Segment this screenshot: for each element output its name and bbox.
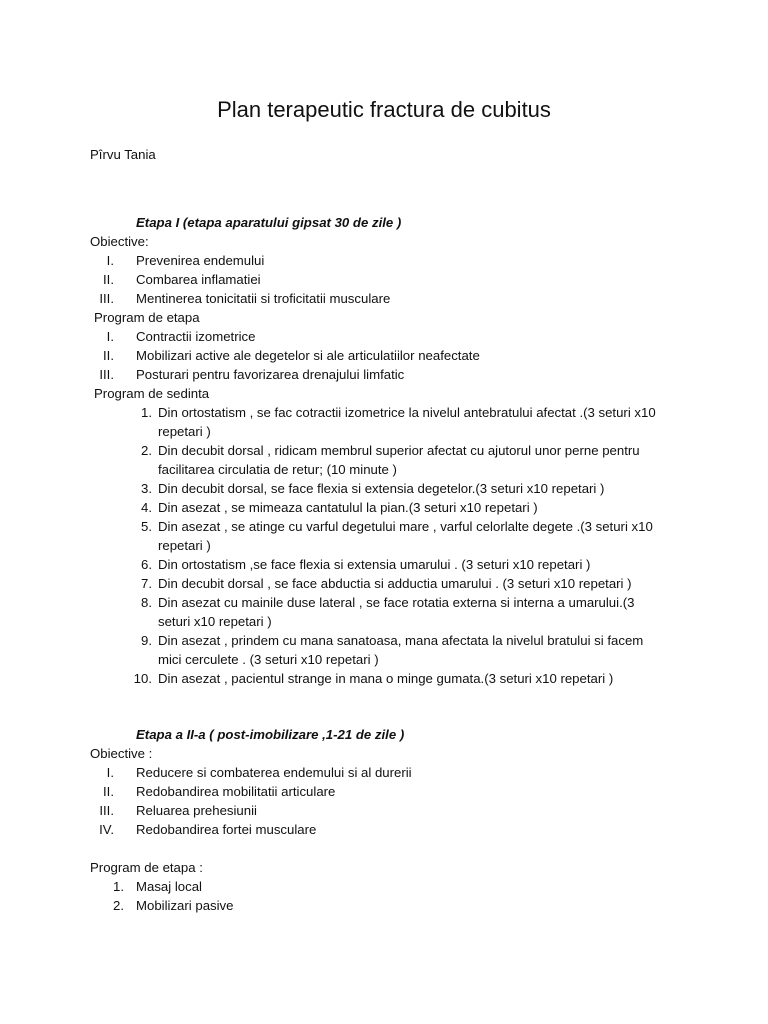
stage1-program-text: Contractii izometrice	[136, 329, 256, 344]
stage2-program-text: Masaj local	[136, 879, 202, 894]
session-step-num: 3.	[141, 481, 152, 496]
stage2-objective-num: I.	[106, 765, 114, 780]
stage2-program-text: Mobilizari pasive	[136, 898, 234, 913]
session-step-text: Din decubit dorsal , se face abductia si adductia umarului . (3 seturi x10 repetari )	[158, 576, 632, 591]
session-step-text: Din asezat cu mainile duse lateral , se face rotatia externa si interna a umarului.(3 seturi x10 repetari )	[158, 595, 635, 629]
stage1-heading: Etapa I (etapa aparatului gipsat 30 de zile )	[136, 215, 402, 230]
stage2-objectives-label: Obiective :	[90, 746, 153, 761]
stage2-objective-num: IV.	[99, 822, 114, 837]
session-step-num: 4.	[141, 500, 152, 515]
session-step-num: 8.	[141, 595, 152, 610]
stage2-heading: Etapa a II-a ( post-imobilizare ,1-21 de zile )	[136, 727, 405, 742]
stage1-program-text: Mobilizari active ale degetelor si ale articulatiilor neafectate	[136, 348, 480, 363]
author-name: Pîrvu Tania	[90, 147, 156, 162]
stage2-program-label: Program de etapa :	[90, 860, 203, 875]
stage2-program-num: 2.	[113, 898, 124, 913]
session-step-text: Din asezat , prindem cu mana sanatoasa, mana afectata la nivelul bratului si facem mici cerculete . (3 seturi x10 repetari )	[158, 633, 644, 667]
stage2-objective-num: II.	[103, 784, 114, 799]
stage2-objective-text: Redobandirea mobilitatii articulare	[136, 784, 336, 799]
session-step-text: Din asezat , se mimeaza cantatulul la pian.(3 seturi x10 repetari )	[158, 500, 538, 515]
session-step-num: 10.	[133, 671, 152, 686]
session-step-num: 1.	[141, 405, 152, 420]
document-title: Plan terapeutic fractura de cubitus	[217, 97, 551, 122]
session-step-text: Din decubit dorsal, se face flexia si extensia degetelor.(3 seturi x10 repetari )	[158, 481, 605, 496]
stage1-objective-num: I.	[106, 253, 114, 268]
stage2-objective-num: III.	[99, 803, 114, 818]
stage2-program-num: 1.	[113, 879, 124, 894]
session-step-num: 6.	[141, 557, 152, 572]
session-step-text: Din asezat , se atinge cu varful degetului mare , varful celorlalte degete .(3 seturi x10 repetari )	[158, 519, 653, 553]
stage1-objective-text: Mentinerea tonicitatii si troficitatii musculare	[136, 291, 391, 306]
stage2-objective-text: Redobandirea fortei musculare	[136, 822, 317, 837]
stage1-program-num: I.	[106, 329, 114, 344]
stage1-program-num: II.	[103, 348, 114, 363]
session-step-num: 2.	[141, 443, 152, 458]
session-step-text: Din ortostatism , se fac cotractii izometrice la nivelul antebratului afectat .(3 seturi x10 repetari )	[158, 405, 656, 439]
session-step-num: 9.	[141, 633, 152, 648]
stage1-objectives-label: Obiective:	[90, 234, 149, 249]
session-step-text: Din ortostatism ,se face flexia si extensia umarului . (3 seturi x10 repetari )	[158, 557, 591, 572]
session-step-text: Din decubit dorsal , ridicam membrul superior afectat cu ajutorul unor perne pentru facilitarea circulatia de retur; (10 minute )	[158, 443, 640, 477]
session-step-num: 7.	[141, 576, 152, 591]
stage1-objective-text: Prevenirea endemului	[136, 253, 265, 268]
stage1-objective-num: II.	[103, 272, 114, 287]
stage1-program-text: Posturari pentru favorizarea drenajului limfatic	[136, 367, 405, 382]
session-step-text: Din asezat , pacientul strange in mana o minge gumata.(3 seturi x10 repetari )	[158, 671, 614, 686]
stage2-objective-text: Reducere si combaterea endemului si al durerii	[136, 765, 412, 780]
stage1-program-num: III.	[99, 367, 114, 382]
stage1-session-label: Program de sedinta	[94, 386, 210, 401]
stage1-program-label: Program de etapa	[94, 310, 200, 325]
session-step-num: 5.	[141, 519, 152, 534]
stage1-objective-num: III.	[99, 291, 114, 306]
stage2-objective-text: Reluarea prehesiunii	[136, 803, 257, 818]
stage1-objective-text: Combarea inflamatiei	[136, 272, 261, 287]
